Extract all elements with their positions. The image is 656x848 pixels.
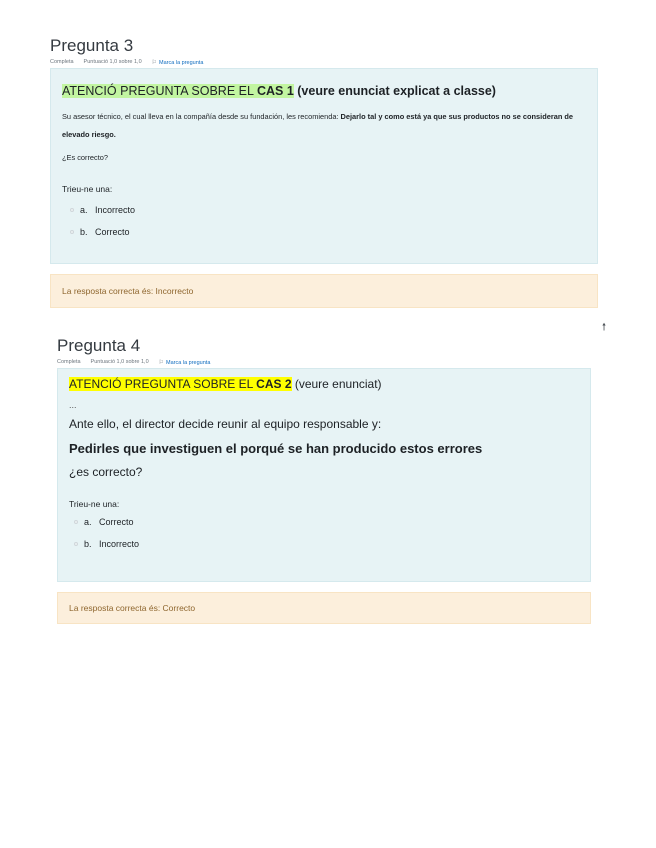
arrow-up-icon: 🠕 bbox=[601, 322, 607, 333]
statement-emphasis: Dejarlo tal y como está ya que sus productos no se consideran de elevado riesgo. bbox=[62, 112, 574, 139]
answer-option-b[interactable] bbox=[62, 221, 597, 243]
flag-question-label: Marca la pregunta bbox=[166, 359, 211, 366]
radio-button[interactable] bbox=[70, 208, 74, 212]
question-statement bbox=[62, 108, 577, 144]
flag-question-label: Marca la pregunta bbox=[159, 59, 204, 66]
radio-button[interactable] bbox=[74, 542, 78, 546]
question-title: Pregunta 4 bbox=[57, 336, 141, 355]
correct-answer-text: La resposta correcta és: Correcto bbox=[69, 603, 196, 613]
radio-button[interactable] bbox=[74, 520, 78, 524]
question-text: ¿es correcto? bbox=[69, 465, 143, 479]
answer-options bbox=[69, 511, 590, 555]
answer-option-a[interactable] bbox=[62, 199, 597, 221]
question-grade: Puntuació 1,0 sobre 1,0 bbox=[83, 59, 142, 65]
heading-prefix: ATENCIÓ PREGUNTA SOBRE EL bbox=[62, 84, 257, 98]
option-label: Correcto bbox=[99, 517, 134, 527]
feedback-box bbox=[50, 274, 598, 308]
statement-emphasis: Pedirles que investiguen el porqué se han producido estos errores bbox=[69, 441, 483, 456]
question-grade: Puntuació 1,0 sobre 1,0 bbox=[90, 359, 149, 365]
question-title: Pregunta 3 bbox=[50, 36, 134, 55]
question-3 bbox=[50, 36, 598, 308]
flag-icon: ⚐ bbox=[158, 359, 165, 366]
correct-answer-text: La resposta correcta és: Incorrecto bbox=[62, 286, 194, 296]
heading-suffix: (veure enunciat) bbox=[291, 377, 382, 391]
flag-icon: ⚐ bbox=[151, 59, 158, 66]
question-content bbox=[50, 68, 598, 264]
ellipsis-text: ... bbox=[69, 400, 77, 410]
question-info bbox=[50, 58, 598, 66]
case-highlight bbox=[62, 84, 294, 98]
question-state: Completa bbox=[50, 59, 74, 65]
answer-option-b[interactable] bbox=[69, 533, 590, 555]
question-info bbox=[57, 358, 591, 366]
question-state: Completa bbox=[57, 359, 81, 365]
answer-options bbox=[62, 199, 597, 243]
answer-prompt: Trieu-ne una: bbox=[69, 499, 120, 509]
option-label: Correcto bbox=[95, 227, 130, 237]
radio-button[interactable] bbox=[70, 230, 74, 234]
option-label: Incorrecto bbox=[95, 205, 136, 215]
option-label: Incorrecto bbox=[99, 539, 140, 549]
feedback-box bbox=[57, 592, 591, 624]
flag-question-link[interactable] bbox=[159, 359, 211, 366]
case-highlight bbox=[69, 377, 292, 391]
back-to-top-button[interactable] bbox=[598, 322, 610, 334]
question-content bbox=[57, 368, 591, 582]
option-letter: a. bbox=[80, 205, 88, 215]
answer-prompt: Trieu-ne una: bbox=[62, 184, 113, 194]
option-letter: b. bbox=[80, 227, 88, 237]
heading-prefix: ATENCIÓ PREGUNTA SOBRE EL bbox=[69, 377, 257, 391]
statement-text: Su asesor técnico, el cual lleva en la compañía desde su fundación, les recomienda: bbox=[62, 112, 341, 121]
flag-question-link[interactable] bbox=[152, 59, 204, 66]
heading-suffix: (veure enunciat explicat a classe) bbox=[293, 84, 496, 98]
question-4 bbox=[57, 336, 591, 624]
case-label: CAS 1 bbox=[256, 84, 294, 98]
question-heading bbox=[69, 376, 590, 392]
question-text: ¿Es correcto? bbox=[62, 153, 109, 162]
option-letter: a. bbox=[84, 517, 92, 527]
answer-option-a[interactable] bbox=[69, 511, 590, 533]
option-letter: b. bbox=[84, 539, 92, 549]
case-label: CAS 2 bbox=[256, 377, 292, 391]
question-heading bbox=[62, 83, 597, 100]
statement-text: Ante ello, el director decide reunir al equipo responsable y: bbox=[69, 417, 382, 431]
